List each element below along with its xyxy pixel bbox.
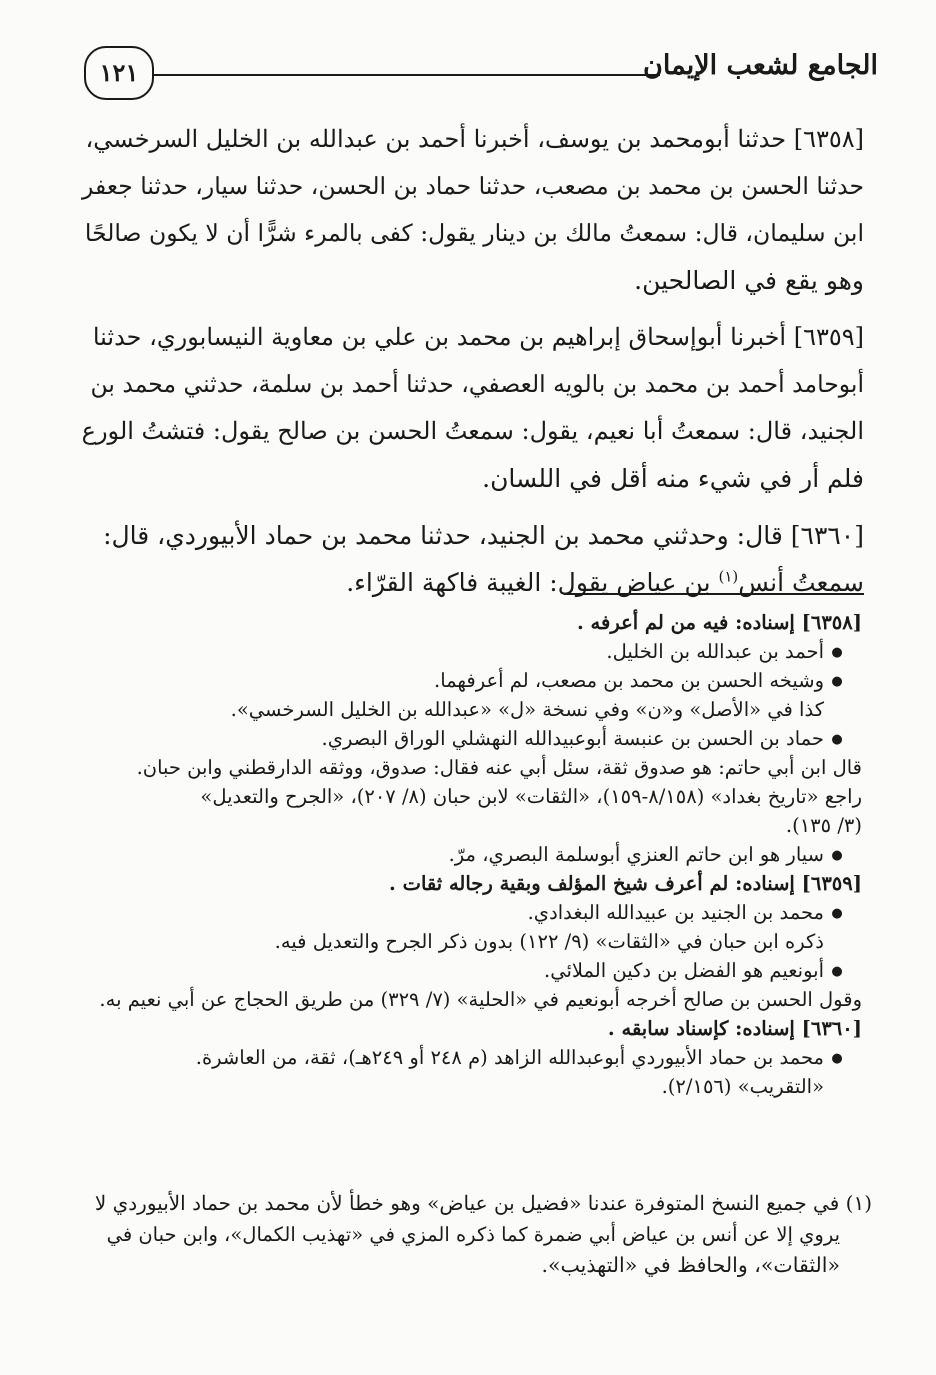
bullet-icon: ● [831,1051,843,1066]
text-line: [٦٣٥٩] أخبرنا أبوإسحاق إبراهيم بن محمد بن علي بن معاوية النيسابوري، حدثنا [92,323,864,351]
hadith-6360 [82,512,864,606]
text-line: فلم أر في شيء منه أقل في اللسان. [482,464,864,493]
text-line: حدثنا الحسن بن محمد بن مصعب، حدثنا حماد بن الحسن، حدثنا سيار، حدثنا جعفر [82,172,864,200]
note-text: محمد بن حماد الأبيوردي أبوعبدالله الزاهد (م ٢٤٨ أو ٢٤٩هـ)، ثقة، من العاشرة. [195,1046,824,1069]
header-rule [154,74,660,76]
note-text: وقول الحسن بن صالح أخرجه أبونعيم في «الحلية» (٧/ ٣٢٩) من طريق الحجاج عن أبي نعيم به. [99,988,862,1011]
page-header [84,44,878,108]
note-text: ذكره ابن حبان في «الثقات» (٩/ ١٢٢) بدون ذكر الجرح والتعديل فيه. [274,930,824,953]
bullet-icon: ● [831,964,843,979]
footnote-line: (١) في جميع النسخ المتوفرة عندنا «فضيل بن عياض» وهو خطأ لأن محمد بن حماد الأبيوردي لا [94,1191,872,1215]
note-text: كذا في «الأصل» و«ن» وفي نسخة «ل» «عبدالله بن الخليل السرخسي». [230,698,824,721]
note-bullet-item [90,898,868,927]
note-bullet-item [90,724,868,753]
note-bullet-item [90,666,868,695]
text-segment: بن عياض يقول: الغيبة فاكهة القرّاء. [346,568,719,597]
note-text: (٣/ ١٣٥). [785,814,862,837]
note-bullet-item [90,956,868,985]
text-segment: سمعتُ أنس [738,568,864,597]
bullet-icon: ● [831,906,843,921]
text-line: وهو يقع في الصالحين. [634,266,864,295]
notes-separator [564,593,864,595]
note-bullet-item [90,1043,868,1072]
note-text: أبونعيم هو الفضل بن دكين الملائي. [544,959,824,982]
note-heading: [٦٣٥٩] إسناده: لم أعرف شيخ المؤلف وبقية رجاله ثقات . [389,872,862,895]
page-number: ١٢١ [84,46,154,100]
text-line: [٦٣٦٠] قال: وحدثني محمد بن الجنيد، حدثنا محمد بن حماد الأبيوردي، قال: [103,521,864,550]
note-heading: [٦٣٥٨] إسناده: فيه من لم أعرفه . [576,611,862,634]
running-title: الجامع لشعب الإيمان [643,50,878,81]
text-line: أبوحامد أحمد بن محمد بن بالويه العصفي، حدثنا أحمد بن سلمة، حدثني محمد بن [90,370,864,398]
bullet-icon: ● [831,848,843,863]
note-bullet-item [90,840,868,869]
bullet-icon: ● [831,674,843,689]
note-text: قال ابن أبي حاتم: هو صدوق ثقة، سئل أبي عنه فقال: صدوق، ووثقه الدارقطني وابن حبان. [136,756,862,779]
footnote-1 [92,1188,872,1281]
note-text: محمد بن الجنيد بن عبيدالله البغدادي. [527,901,824,924]
note-text: حماد بن الحسن بن عنبسة أبوعبيدالله النهشلي الوراق البصري. [321,727,824,750]
main-text [82,116,864,616]
note-text: سيار هو ابن حاتم العنزي أبوسلمة البصري، مرّ. [448,843,824,866]
isnad-notes [90,608,868,1101]
bullet-icon: ● [831,645,843,660]
bullet-icon: ● [831,732,843,747]
note-heading: [٦٣٦٠] إسناده: كإسناد سابقه . [607,1017,862,1040]
note-text: راجع «تاريخ بغداد» (٨/١٥٨-١٥٩)، «الثقات» لابن حبان (٨/ ٢٠٧)، «الجرح والتعديل» [200,785,862,808]
note-bullet-item [90,637,868,666]
footnote-marker[interactable]: (١) [718,567,739,586]
hadith-6359 [82,314,864,502]
text-line: [٦٣٥٨] حدثنا أبومحمد بن يوسف، أخبرنا أحمد بن عبدالله بن الخليل السرخسي، [85,125,864,153]
note-text: أحمد بن عبدالله بن الخليل. [606,640,824,663]
note-text: وشيخه الحسن بن محمد بن مصعب، لم أعرفهما. [434,669,824,692]
note-text: «التقريب» (٢/١٥٦). [661,1075,824,1098]
footnote-line: «الثقات»، والحافظ في «التهذيب». [541,1253,840,1277]
hadith-6358 [82,116,864,304]
footnote-line: يروي إلا عن أنس بن عياض أبي ضمرة كما ذكره المزي في «تهذيب الكمال»، وابن حبان في [106,1223,840,1246]
text-line: الجنيد، قال: سمعتُ أبا نعيم، يقول: سمعتُ الحسن بن صالح يقول: فتشتُ الورع [81,417,864,445]
text-line: ابن سليمان، قال: سمعتُ مالك بن دينار يقول: كفى بالمرء شرًّا أن لا يكون صالحًا [84,219,864,247]
text-line [82,559,864,606]
